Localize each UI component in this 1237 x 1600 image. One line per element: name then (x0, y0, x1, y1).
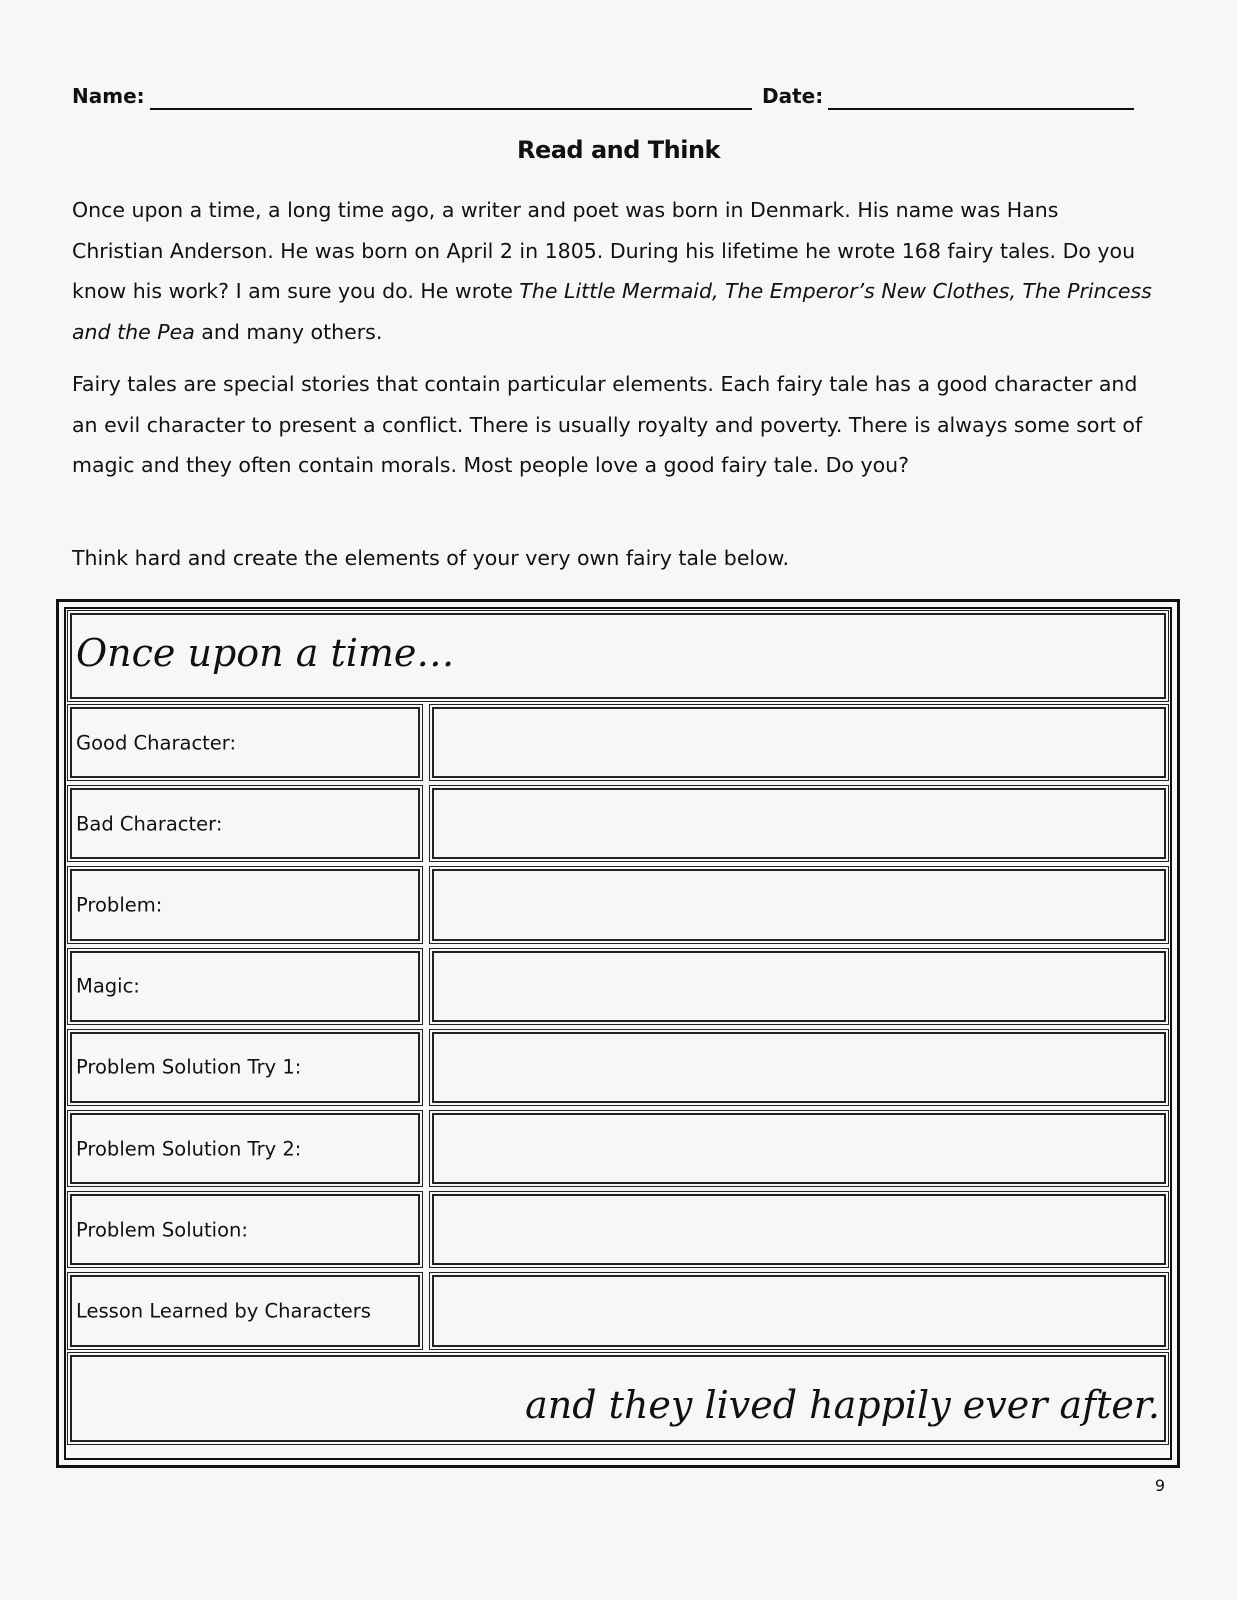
row-answer-field[interactable] (429, 1272, 1169, 1349)
row-answer-field[interactable] (429, 1110, 1169, 1187)
page-number: 9 (1154, 1476, 1165, 1495)
fairy-tale-organizer (56, 599, 1180, 1468)
row-label-cell (67, 704, 423, 781)
opening-cell (67, 610, 1169, 702)
closing-cell (67, 1352, 1169, 1445)
row-label: Lesson Learned by Characters (76, 1299, 371, 1323)
paragraph-intro (72, 190, 1152, 352)
row-label: Bad Character: (76, 812, 223, 836)
paragraph-elements: Fairy tales are special stories that contain particular elements. Each fairy tale has a good character and an evil character to present a conflict. There is usually royalty and poverty. There is always some sort of magic and they often contain morals. Most people love a good fairy tale. Do you? (72, 372, 1143, 477)
name-date-line (72, 84, 1152, 114)
row-label-cell (67, 948, 423, 1025)
row-answer-field[interactable] (429, 704, 1169, 781)
name-label: Name: (72, 84, 145, 108)
row-answer-field[interactable] (429, 1191, 1169, 1268)
story-titles: The Little Mermaid, The Emperor’s New Clothes, The Princess and the Pea (72, 279, 1152, 344)
paragraph-instructions: Think hard and create the elements of your very own fairy tale below. (72, 546, 790, 570)
row-answer-field[interactable] (429, 1029, 1169, 1106)
opening-text: Once upon a time… (76, 631, 455, 675)
row-label: Problem Solution Try 2: (76, 1137, 302, 1161)
row-label: Problem Solution: (76, 1218, 248, 1242)
row-answer-field[interactable] (429, 785, 1169, 862)
page-title: Read and Think (516, 136, 721, 164)
row-label-cell (67, 1110, 423, 1187)
closing-text: and they lived happily ever after. (525, 1383, 1160, 1427)
row-answer-field[interactable] (429, 866, 1169, 943)
row-answer-field[interactable] (429, 948, 1169, 1025)
row-label: Problem Solution Try 1: (76, 1055, 302, 1079)
row-label-cell (67, 1029, 423, 1106)
row-label: Magic: (76, 974, 140, 998)
date-field[interactable] (828, 108, 1134, 110)
row-label-cell (67, 1191, 423, 1268)
intro-text-end: and many others. (194, 319, 383, 344)
row-label-cell (67, 866, 423, 943)
name-field[interactable] (150, 108, 752, 110)
date-label: Date: (762, 84, 824, 108)
intro-text: Once upon a time, a long time ago, a writer and poet was born in Denmark. His name was Hans Christian Anderson. He was born on April 2 in 1805. During his lifetime he wrote 168 fairy tales. Do you know his work? I am sure you do. He wrote (72, 198, 1136, 303)
row-label-cell (67, 1272, 423, 1349)
row-label: Good Character: (76, 731, 237, 755)
row-label: Problem: (76, 893, 163, 917)
row-label-cell (67, 785, 423, 862)
